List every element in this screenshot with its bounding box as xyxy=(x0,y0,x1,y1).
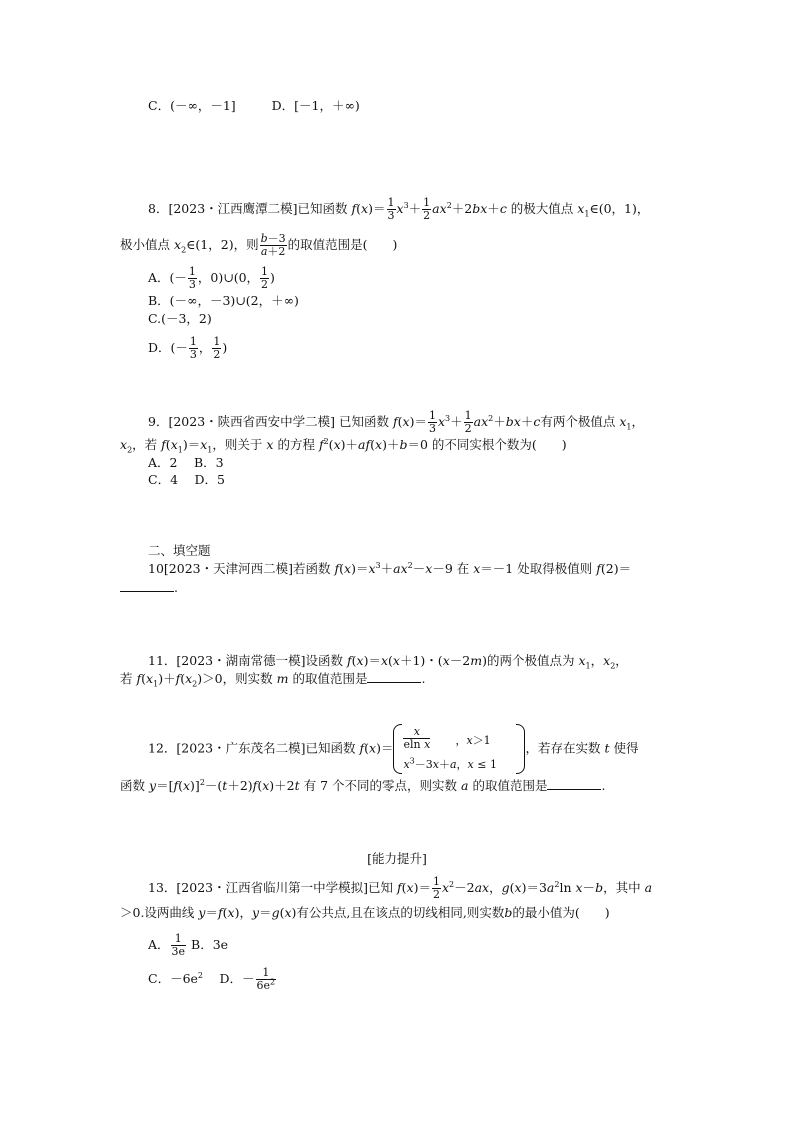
q8-option-c: C.(－3，2) xyxy=(148,311,212,326)
q12-stem-line1: 12．[2023・广东茂名二模]已知函数 f(x)＝ $\frac{x}{\text{eln x}}$ ，x＞1 $x^3-3x+a$，x ≤ 1 ，若存在实数 t 使得 xyxy=(148,724,638,774)
q7-option-d: D．[－1，＋∞) xyxy=(271,98,360,113)
q13-options-ab: A． $\frac{1}{3e}$ B．3e xyxy=(148,932,229,958)
q13-options-cd: C．$-6e^2$ D．－ $\frac{1}{6e^2}$ xyxy=(148,966,276,992)
q9-options-cd: C．4 D．5 xyxy=(148,472,225,487)
q8-option-d: D．(－ $\frac{1}{3}$ ， $\frac{1}{2}$ ) xyxy=(148,335,228,361)
section-advanced-title: [能力提升] xyxy=(367,851,427,866)
q8-option-a: A．(－ $\frac{1}{3}$ ，0)∪(0， $\frac{1}{2}$ ) xyxy=(148,265,275,291)
q8-prefix: 8．[2023・江西鹰潭二模]已知函数 xyxy=(148,201,348,216)
q11-stem-line2: 若 $f(x_1)+f(x_2)>0$，则实数 m 的取值范围是 . xyxy=(120,671,426,689)
q8-stem-line2: 极小值点 $x_2\in(1$，2)，则 $\frac{b-3}{a+2}$ 的取值范围是( ) xyxy=(120,232,398,258)
q13-stem-line1: 13．[2023・江西省临川第一中学模拟]已知 f(x)＝ $\frac{1}{2}$ $x^2-2ax$，$g(x)=3a^2\ln$ x－b，其中 a xyxy=(148,875,653,901)
q10-stem-line1: 10[2023・天津河西二模]若函数 $f(x)=x^3+ax^2-x-9$ 在 x＝－1 处取得极值则 f(2)＝ xyxy=(148,560,632,576)
q9-options-ab: A．2 B．3 xyxy=(148,455,224,470)
q8-stem-line1: 8．[2023・江西鹰潭二模]已知函数 f(x)＝ $\frac{1}{3}$ $x^3+$ $\frac{1}{2}$ $ax^2+2bx+c$ 的极大值点 $x_1\in(0$，1)， xyxy=(148,196,650,222)
q12-stem-line2: 函数 $y=[f(x)]^2-(t+2)f(x)+2t$ 有 7 个不同的零点，则实数 a 的取值范围是 . xyxy=(120,777,606,793)
q12-piecewise-function: $\frac{x}{\text{eln x}}$ ，x＞1 $x^3-3x+a$，x ≤ 1 xyxy=(393,724,525,774)
q8-option-b: B．(－∞，－3)∪(2，＋∞) xyxy=(148,293,299,308)
q7-option-c: C．(－∞，－1] xyxy=(148,98,236,113)
q11-stem-line1: 11．[2023・湖南常德一模]设函数 f(x)＝x(x＋1)・(x－2m)的两个极值点为 $x_1$，$x_2$， xyxy=(148,653,628,671)
q13-stem-line2: ＞0.设两曲线 y＝f(x)，y＝g(x)有公共点,且在该点的切线相同,则实数b的最小值为( ) xyxy=(120,905,610,920)
section-fill-in-title: 二、填空题 xyxy=(148,543,211,558)
q7-options xyxy=(148,98,360,114)
q9-stem-line1: 9．[2023・陕西省西安中学二模] 已知函数 f(x)＝ $\frac{1}{3}$ $x^3+$ $\frac{1}{2}$ $ax^2+bx+c$有两个极值点 $x_1$， xyxy=(148,409,645,435)
q10-answer-blank: . xyxy=(120,580,178,596)
q9-stem-line2: $x_2$，若 $f(x_1)=x_1$，则关于 x 的方程 $f^2(x)+af(x)+b=0$ 的不同实根个数为( ) xyxy=(120,436,567,455)
